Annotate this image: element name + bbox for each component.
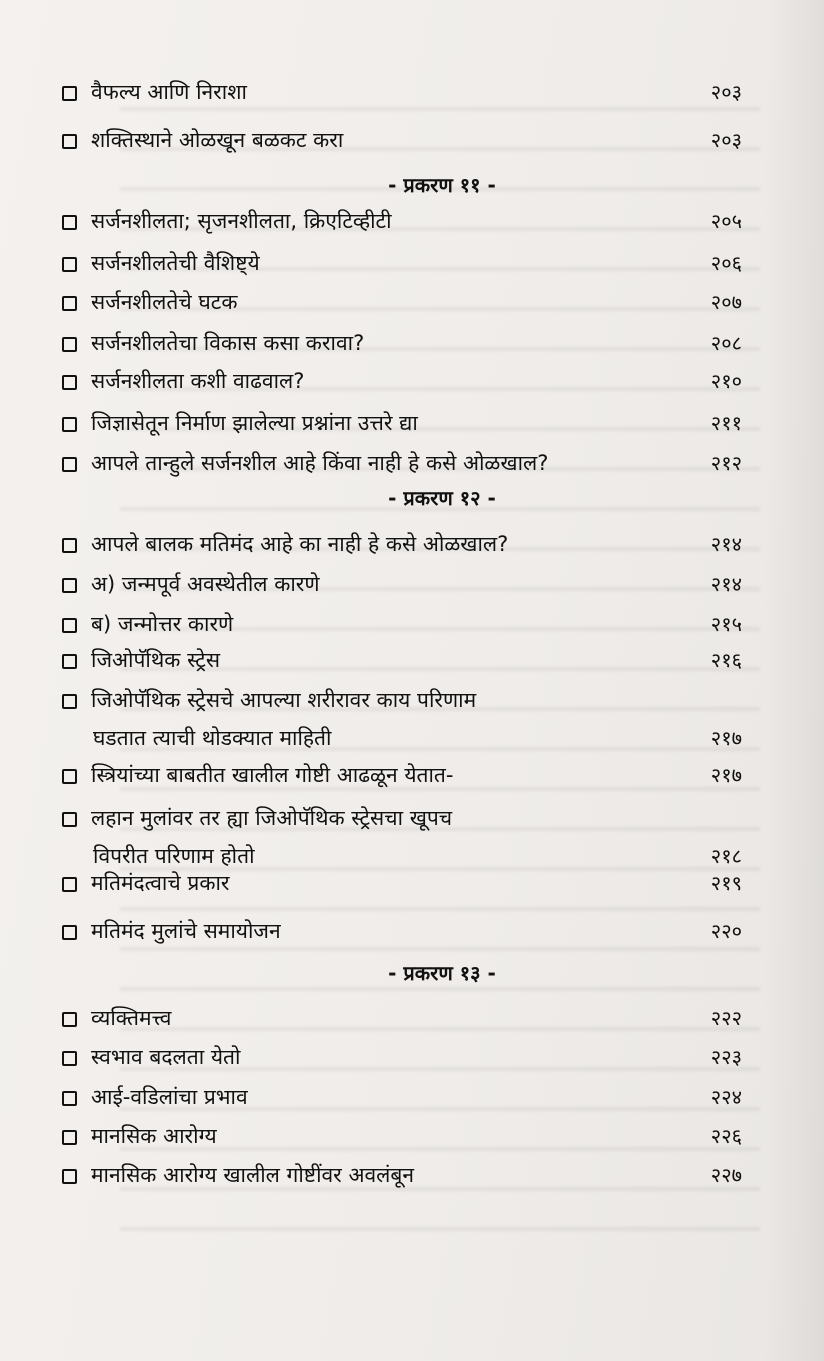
toc-entry[interactable] [62,760,742,790]
toc-page-number: २०६ [710,251,742,275]
toc-entry[interactable] [62,77,742,107]
toc-entry-title: मानसिक आरोग्य [91,1124,217,1148]
toc-page-number: २०५ [710,209,742,233]
toc-entry-title: स्त्रियांच्या बाबतीत खालील गोष्टी आढळून येतात- [91,763,454,787]
toc-entry[interactable] [62,569,742,599]
checkbox-bullet-icon [62,457,77,472]
checkbox-bullet-icon [62,1169,77,1184]
toc-entry-title: जिओपॅथिक स्ट्रेसचे आपल्या शरीरावर काय परिणाम [91,688,477,712]
checkbox-bullet-icon [62,538,77,553]
toc-entry[interactable] [62,248,742,278]
toc-page-number: २१० [710,369,742,393]
toc-entry[interactable] [62,803,742,833]
toc-page-number: २०३ [710,80,742,104]
toc-page-number: २११ [710,411,742,435]
toc-entry-title: सर्जनशीलतेचे घटक [91,290,238,314]
toc-entry[interactable] [62,868,742,898]
checkbox-bullet-icon [62,578,77,593]
checkbox-bullet-icon [62,877,77,892]
toc-entry-title: मतिमंद मुलांचे समायोजन [91,919,281,943]
toc-entry-continuation [62,841,742,871]
toc-entry[interactable] [62,916,742,946]
toc-page-number: २१७ [710,726,742,750]
checkbox-bullet-icon [62,375,77,390]
toc-entry[interactable] [62,366,742,396]
checkbox-bullet-icon [62,1130,77,1145]
toc-entry-title: मतिमंदत्वाचे प्रकार [91,871,230,895]
toc-entry-title: शक्तिस्थाने ओळखून बळकट करा [91,128,344,152]
toc-entry-title: ब) जन्मोत्तर कारणे [91,612,234,636]
toc-page-number: २२७ [710,1163,742,1187]
toc-entry[interactable] [62,448,742,478]
checkbox-bullet-icon [62,618,77,633]
toc-page-number: २१६ [710,648,742,672]
toc-entry[interactable] [62,685,742,715]
toc-entry[interactable] [62,529,742,559]
toc-entry[interactable] [62,1082,742,1112]
toc-entry-continuation [62,723,742,753]
toc-entry-title: अ) जन्मपूर्व अवस्थेतील कारणे [91,572,320,596]
toc-page-number: २१५ [710,612,742,636]
toc-page-number: २२२ [710,1006,742,1030]
toc-page-number: २०३ [710,128,742,152]
toc-entry-title: आपले बालक मतिमंद आहे का नाही हे कसे ओळखाल? [91,532,509,556]
checkbox-bullet-icon [62,134,77,149]
checkbox-bullet-icon [62,694,77,709]
checkbox-bullet-icon [62,1012,77,1027]
toc-entry-title: सर्जनशीलतेची वैशिष्ट्ये [91,251,260,275]
checkbox-bullet-icon [62,1091,77,1106]
checkbox-bullet-icon [62,215,77,230]
checkbox-bullet-icon [62,257,77,272]
toc-entry-title: आपले तान्हुले सर्जनशील आहे किंवा नाही हे कसे ओळखाल? [91,451,549,475]
toc-entry[interactable] [62,408,742,438]
toc-page-number: २२३ [710,1045,742,1069]
toc-entry-title: स्वभाव बदलता येतो [91,1045,241,1069]
toc-entry[interactable] [62,1121,742,1151]
toc-entry-title: जिज्ञासेतून निर्माण झालेल्या प्रश्नांना उत्तरे द्या [91,411,418,435]
toc-entry-title: व्यक्तिमत्त्व [91,1006,172,1030]
toc-entry[interactable] [62,645,742,675]
toc-entry-title: जिओपॅथिक स्ट्रेस [91,648,221,672]
toc-page-number: २२४ [710,1085,742,1109]
chapter-heading: - प्रकरण ११ - [388,173,496,197]
toc-entry-title: सर्जनशीलता कशी वाढवाल? [91,369,305,393]
toc-page-number: २०८ [710,331,742,355]
toc-entry[interactable] [62,1160,742,1190]
toc-page-number: २१४ [710,532,742,556]
checkbox-bullet-icon [62,812,77,827]
toc-entry[interactable] [62,1042,742,1072]
checkbox-bullet-icon [62,296,77,311]
toc-page-number: २२६ [710,1124,742,1148]
toc-entry-title: सर्जनशीलतेचा विकास कसा करावा? [91,331,365,355]
toc-entry-title: आई-वडिलांचा प्रभाव [91,1085,248,1109]
toc-entry[interactable] [62,125,742,155]
toc-entry[interactable] [62,287,742,317]
toc-entry[interactable] [62,609,742,639]
checkbox-bullet-icon [62,86,77,101]
toc-entry-continuation-text: घडतात त्याची थोडक्यात माहिती [93,726,332,750]
checkbox-bullet-icon [62,925,77,940]
toc-page-number: २१२ [710,451,742,475]
toc-entry-title: वैफल्य आणि निराशा [91,80,247,104]
toc-entry-title: लहान मुलांवर तर ह्या जिओपॅथिक स्ट्रेसचा खूपच [91,806,453,830]
checkbox-bullet-icon [62,1051,77,1066]
toc-page-number: २१९ [710,871,742,895]
checkbox-bullet-icon [62,654,77,669]
checkbox-bullet-icon [62,417,77,432]
toc-page-number: २१७ [710,763,742,787]
page-edge-shadow [764,0,824,1361]
toc-page-number: २१८ [710,844,742,868]
toc-entry-title: सर्जनशीलता; सृजनशीलता, क्रिएटिव्हीटी [91,209,392,233]
checkbox-bullet-icon [62,769,77,784]
chapter-heading: - प्रकरण १३ - [388,961,496,985]
toc-entry[interactable] [62,328,742,358]
toc-page-number: २१४ [710,572,742,596]
toc-entry[interactable] [62,1003,742,1033]
toc-entry-title: मानसिक आरोग्य खालील गोष्टींवर अवलंबून [91,1163,415,1187]
toc-entry-continuation-text: विपरीत परिणाम होतो [93,844,255,868]
toc-entry[interactable] [62,206,742,236]
toc-page-number: २०७ [710,290,742,314]
toc-page-number: २२० [710,919,742,943]
checkbox-bullet-icon [62,337,77,352]
chapter-heading: - प्रकरण १२ - [388,486,496,510]
